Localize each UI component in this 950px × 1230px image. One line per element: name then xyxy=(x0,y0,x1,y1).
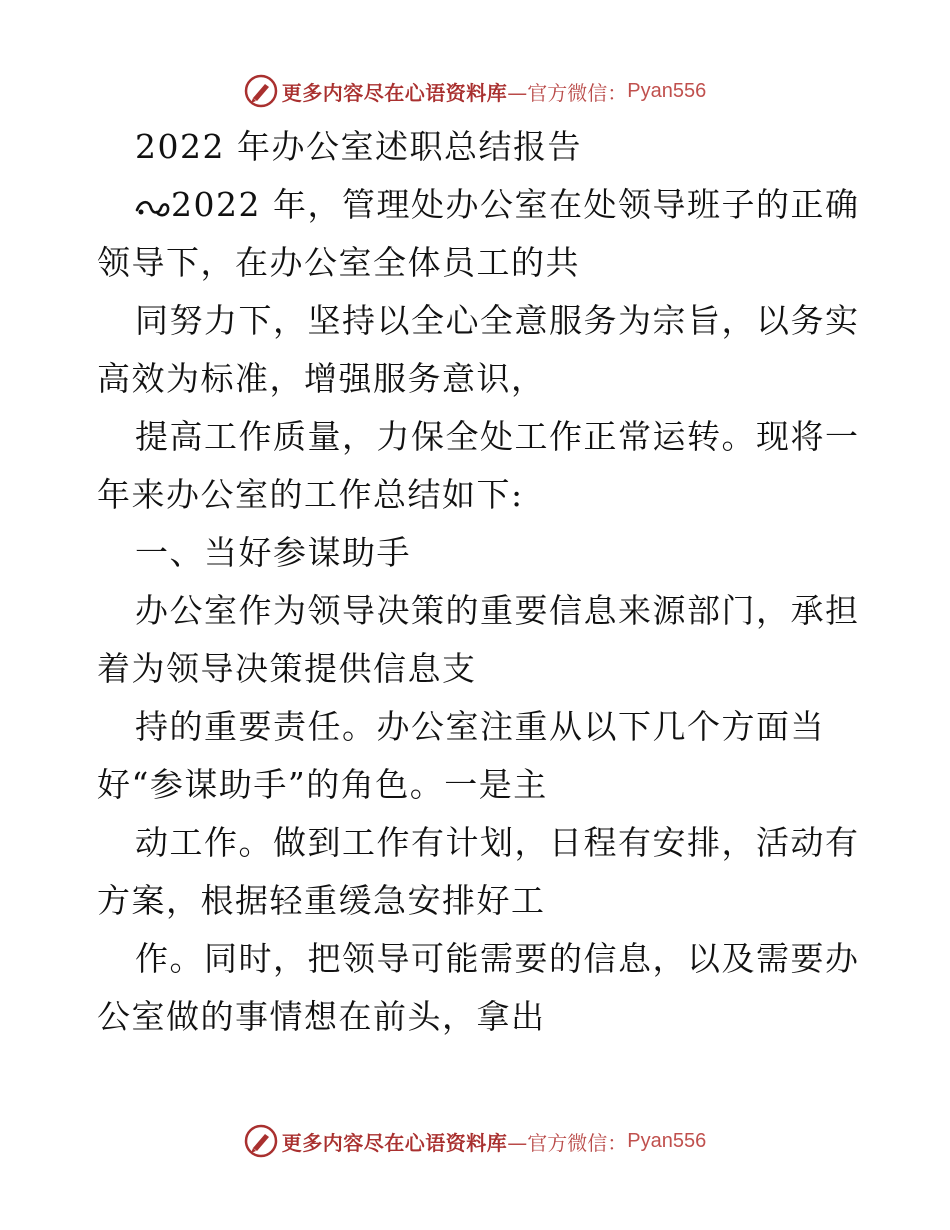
watermark-id-text: Pyan556 xyxy=(627,1129,707,1152)
pen-logo-icon xyxy=(244,74,278,108)
document-body xyxy=(97,118,860,1046)
paragraph-line: 办公室作为领导决策的重要信息来源部门，承担 xyxy=(135,591,860,630)
paragraph-line: 同努力下，坚持以全心全意服务为宗旨，以务实 xyxy=(135,301,860,340)
section-heading: 一、当好参谋助手 xyxy=(135,533,411,572)
paragraph-line: 持的重要责任。办公室注重从以下几个方面当 xyxy=(135,707,825,746)
watermark-sub-text: —官方微信： xyxy=(507,80,628,105)
paragraph-line: 公室做的事情想在前头，拿出 xyxy=(97,997,546,1036)
paragraph-line-text: 2022 年，管理处办公室在处领导班子的正确 xyxy=(171,185,860,224)
watermark-main-text: 更多内容尽在心语资料库 xyxy=(281,80,508,105)
header-watermark xyxy=(0,71,950,111)
document-title: 2022 年办公室述职总结报告 xyxy=(135,127,582,166)
paragraph-line: 高效为标准，增强服务意识， xyxy=(97,359,546,398)
pen-logo-icon xyxy=(244,1124,278,1158)
paragraph-line: 作。同时，把领导可能需要的信息，以及需要办 xyxy=(135,939,860,978)
watermark-id-text: Pyan556 xyxy=(627,79,707,102)
footer-watermark xyxy=(0,1121,950,1161)
paragraph-line: 领导下，在办公室全体员工的共 xyxy=(97,243,580,282)
paragraph-line xyxy=(97,176,860,234)
paragraph-line: 动工作。做到工作有计划，日程有安排，活动有 xyxy=(135,823,860,862)
paragraph-line: 年来办公室的工作总结如下: xyxy=(97,475,524,514)
paragraph-line: 着为领导决策提供信息支 xyxy=(97,649,477,688)
paragraph-line: 提高工作质量，力保全处工作正常运转。现将一 xyxy=(135,417,860,456)
watermark-main-text: 更多内容尽在心语资料库 xyxy=(281,1130,508,1155)
paragraph-line: 方案，根据轻重缓急安排好工 xyxy=(97,881,546,920)
paragraph-line: 好“参谋助手”的角色。一是主 xyxy=(97,765,548,804)
watermark-sub-text: —官方微信： xyxy=(507,1130,628,1155)
decorative-swirl-icon xyxy=(135,196,171,218)
